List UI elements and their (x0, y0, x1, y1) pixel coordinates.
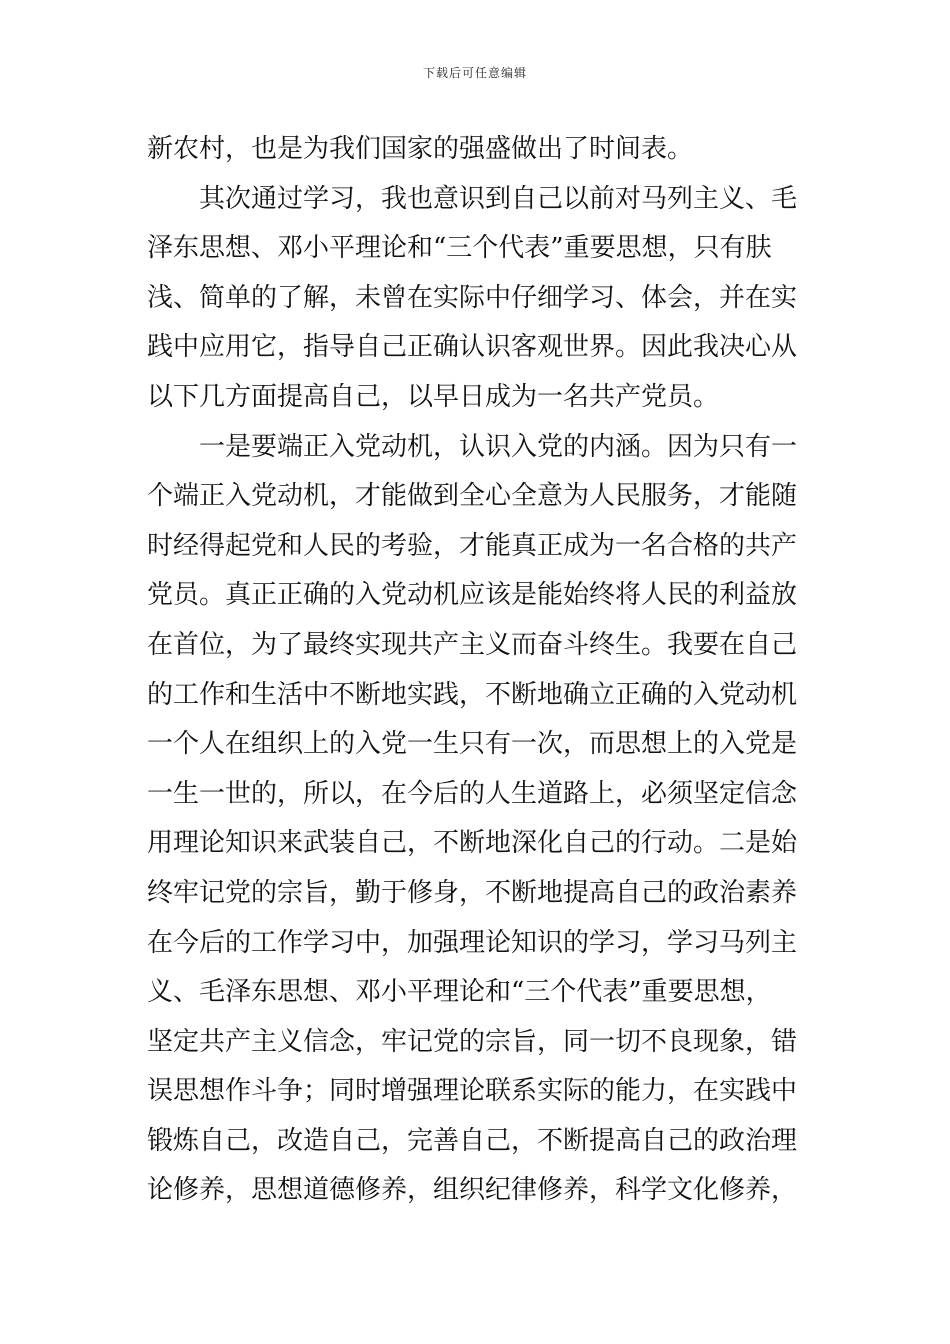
text-line: 的工作和生活中不断地实践，不断地确立正确的入党动机 (147, 679, 798, 710)
text-line: 个端正入党动机，才能做到全心全意为人民服务，才能随 (147, 481, 798, 512)
text-line: 时经得起党和人民的考验，才能真正成为一名合格的共产 (147, 530, 798, 561)
text-line: 用理论知识来武装自己，不断地深化自己的行动。二是始 (147, 828, 798, 859)
text-line: 在首位，为了最终实现共产主义而奋斗终生。我要在自己 (147, 629, 798, 660)
text-line: 党员。真正正确的入党动机应该是能始终将人民的利益放 (147, 580, 798, 611)
text-line: 终牢记党的宗旨，勤于修身，不断地提高自己的政治素养 (147, 877, 798, 908)
text-line: 其次通过学习，我也意识到自己以前对马列主义、毛 (199, 183, 798, 214)
text-line: 一个人在组织上的入党一生只有一次，而思想上的入党是 (147, 729, 798, 760)
text-line: 锻炼自己，改造自己，完善自己，不断提高自己的政治理 (147, 1125, 798, 1156)
text-line: 浅、简单的了解，未曾在实际中仔细学习、体会，并在实 (147, 282, 798, 313)
header-note: 下载后可任意编辑 (422, 66, 527, 80)
text-line: 论修养，思想道德修养，组织纪律修养，科学文化修养， (147, 1175, 798, 1206)
text-line: 在今后的工作学习中，加强理论知识的学习，学习马列主 (147, 927, 798, 958)
body-text (147, 125, 807, 1216)
text-line: 义、毛泽东思想、邓小平理论和“三个代表”重要思想， (147, 977, 772, 1008)
text-line: 一是要端正入党动机，认识入党的内涵。因为只有一 (199, 431, 798, 462)
text-line: 误思想作斗争；同时增强理论联系实际的能力，在实践中 (147, 1076, 798, 1107)
text-line: 一生一世的，所以，在今后的人生道路上，必须坚定信念 (147, 778, 798, 809)
text-line: 新农村，也是为我们国家的强盛做出了时间表。 (147, 134, 694, 164)
text-line: 泽东思想、邓小平理论和“三个代表”重要思想，只有肤 (147, 233, 772, 264)
text-line: 践中应用它，指导自己正确认识客观世界。因此我决心从 (147, 332, 798, 363)
text-line: 以下几方面提高自己，以早日成为一名共产党员。 (147, 381, 720, 412)
text-line: 坚定共产主义信念，牢记党的宗旨，同一切不良现象，错 (147, 1026, 798, 1057)
